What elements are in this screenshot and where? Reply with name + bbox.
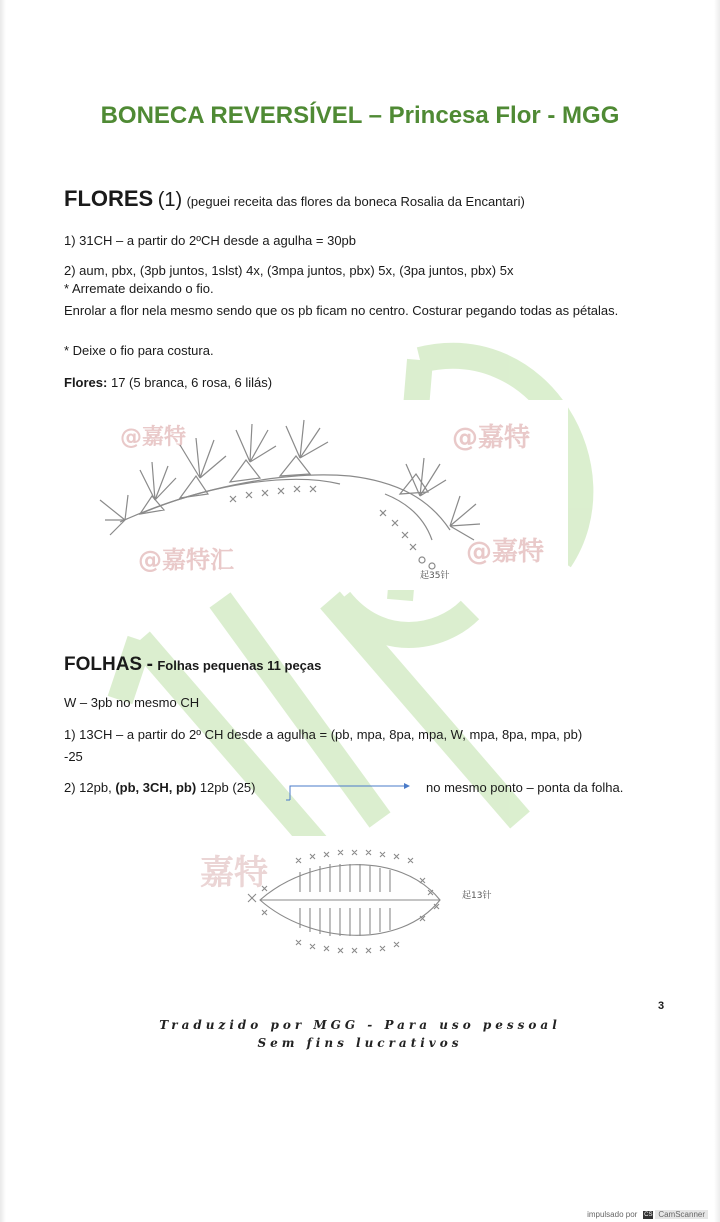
flower-watermark-4: @嘉特 bbox=[466, 537, 545, 567]
folhas-subheading: Folhas pequenas 11 peças bbox=[157, 658, 322, 673]
flower-watermark-2: @嘉特 bbox=[452, 423, 531, 453]
folhas-step-2-note: no mesmo ponto – ponta da folha. bbox=[426, 780, 624, 795]
scanner-brand: CamScanner bbox=[655, 1210, 708, 1219]
folhas-step-2-part-a: 2) 12pb, bbox=[64, 780, 116, 795]
flower-crochet-diagram bbox=[80, 400, 568, 590]
flores-instruction: Enrolar a flor nela mesmo sendo que os pb ficam no centro. Costurar pegando todas as pétalas. bbox=[64, 303, 619, 318]
document-title: BONECA REVERSÍVEL – Princesa Flor - MGG bbox=[100, 102, 620, 129]
flores-step-1: 1) 31CH – a partir do 2ºCH desde a agulha = 30pb bbox=[64, 233, 357, 248]
leaf-watermark: 嘉特 bbox=[200, 853, 268, 893]
flores-note-arremate: * Arremate deixando o fio. bbox=[64, 281, 214, 296]
folhas-step-2-part-c: 12pb (25) bbox=[196, 780, 256, 795]
flores-count-value: 17 (5 branca, 6 rosa, 6 lilás) bbox=[110, 375, 273, 390]
flores-count bbox=[64, 375, 272, 390]
folhas-heading: FOLHAS bbox=[64, 654, 143, 675]
folhas-dash: - bbox=[146, 654, 153, 675]
flores-number: (1) bbox=[157, 189, 183, 211]
leaf-stitch-label: 起13针 bbox=[462, 891, 492, 901]
flower-watermark-3: @嘉特汇 bbox=[138, 546, 234, 574]
flores-note: (peguei receita das flores da boneca Rosalia da Encantari) bbox=[186, 194, 525, 209]
flores-count-label: Flores: bbox=[64, 375, 108, 390]
footer-line-2: Sem fins lucrativos bbox=[257, 1036, 463, 1050]
flower-stitch-label: 起35针 bbox=[420, 571, 450, 581]
scanner-prefix: impulsado por bbox=[587, 1210, 638, 1219]
folhas-step-2 bbox=[64, 780, 255, 795]
flores-heading-row bbox=[64, 186, 525, 212]
folhas-heading-row bbox=[64, 654, 321, 676]
leaf-crochet-diagram bbox=[200, 836, 530, 964]
flower-watermark-1: @嘉特 bbox=[120, 425, 187, 450]
camscanner-badge bbox=[587, 1210, 708, 1219]
folhas-step-1-total: -25 bbox=[64, 749, 83, 764]
page-number: 3 bbox=[658, 1000, 665, 1012]
footer-line-1: Traduzido por MGG - Para uso pessoal bbox=[159, 1018, 561, 1032]
folhas-step-2-part-b: (pb, 3CH, pb) bbox=[115, 780, 197, 795]
folhas-w-definition: W – 3pb no mesmo CH bbox=[64, 695, 200, 710]
camscanner-logo-icon: CS bbox=[644, 1211, 653, 1218]
flores-heading: FLORES bbox=[64, 186, 154, 211]
folhas-step-1: 1) 13CH – a partir do 2º CH desde a agulha = (pb, mpa, 8pa, mpa, W, mpa, 8pa, mpa, pb) bbox=[64, 727, 583, 742]
flores-step-2: 2) aum, pbx, (3pb juntos, 1slst) 4x, (3mpa juntos, pbx) 5x, (3pa juntos, pbx) 5x bbox=[64, 263, 514, 278]
flores-note-fio: * Deixe o fio para costura. bbox=[64, 343, 214, 358]
arrow-icon bbox=[286, 780, 416, 802]
